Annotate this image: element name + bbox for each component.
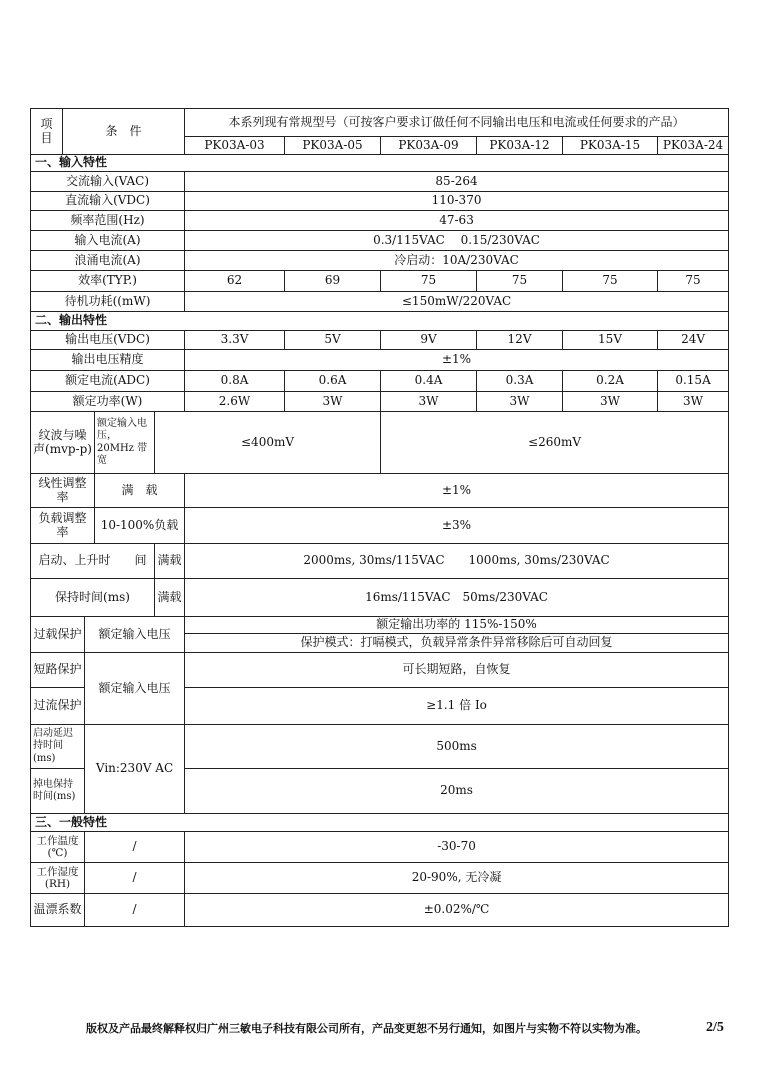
freq-value: 47-63 (185, 211, 729, 231)
rise-time-label: 启动、上升时 间 (31, 544, 155, 579)
power-off-hold-value: 20ms (185, 769, 729, 814)
ripple-value-high: ≤260mV (381, 412, 729, 474)
start-delay-label: 启动延迟持时间(ms) (31, 725, 85, 769)
efficiency-label: 效率(TYP.) (31, 271, 185, 292)
load-reg-value: ±3% (185, 508, 729, 544)
vout-4: 15V (563, 331, 658, 350)
pout-3: 3W (477, 392, 563, 412)
input-current-value: 0.3/115VAC 0.15/230VAC (185, 231, 729, 251)
hold-time-label: 保持时间(ms) (31, 579, 155, 617)
iout-5: 0.15A (658, 371, 729, 392)
line-reg-condition: 满 载 (95, 474, 185, 508)
header-condition: 条 件 (63, 109, 185, 155)
dc-input-value: 110-370 (185, 192, 729, 211)
iout-1: 0.6A (285, 371, 381, 392)
vout-5: 24V (658, 331, 729, 350)
series-note: 本系列现有常规型号（可按客户要求订做任何不同输出电压和电流或任何要求的产品） (185, 109, 729, 137)
olp-condition: 额定输入电压 (85, 617, 185, 653)
model-4: PK03A-15 (563, 137, 658, 155)
iout-label: 额定电流(ADC) (31, 371, 185, 392)
section-input-title: 一、输入特性 (31, 155, 729, 172)
iout-0: 0.8A (185, 371, 285, 392)
spec-table (30, 108, 729, 927)
protection-condition: 额定输入电压 (85, 653, 185, 725)
olp-value-ratio: 额定输出功率的 115%-150% (185, 617, 729, 634)
start-delay-value: 500ms (185, 725, 729, 769)
humidity-condition: / (85, 863, 185, 894)
humidity-label: 工作湿度(RH) (31, 863, 85, 894)
section-output-title: 二、输出特性 (31, 312, 729, 331)
pout-label: 额定功率(W) (31, 392, 185, 412)
load-reg-condition: 10-100%负载 (95, 508, 185, 544)
pout-1: 3W (285, 392, 381, 412)
humidity-value: 20-90%, 无冷凝 (185, 863, 729, 894)
efficiency-4: 75 (563, 271, 658, 292)
scp-value: 可长期短路，自恢复 (185, 653, 729, 688)
iout-3: 0.3A (477, 371, 563, 392)
vout-label: 输出电压(VDC) (31, 331, 185, 350)
ripple-label: 纹波与噪声(mvp-p) (31, 412, 95, 474)
model-5: PK03A-24 (658, 137, 729, 155)
surge-label: 浪涌电流(A) (31, 251, 185, 271)
model-2: PK03A-09 (381, 137, 477, 155)
hold-time-condition: 满载 (155, 579, 185, 617)
footer-notice: 版权及产品最终解释权归广州三敏电子科技有限公司所有，产品变更恕不另行通知，如图片与实物不符以实物为准。 (86, 1022, 647, 1035)
model-3: PK03A-12 (477, 137, 563, 155)
ripple-value-low: ≤400mV (155, 412, 381, 474)
olp-value-mode: 保护模式：打嗝模式，负载异常条件异常移除后可自动回复 (185, 634, 729, 653)
ripple-condition: 额定输入电压，20MHz 带宽 (95, 412, 155, 474)
vout-0: 3.3V (185, 331, 285, 350)
ocp-value: ≥1.1 倍 Io (185, 688, 729, 725)
ocp-label: 过流保护 (31, 688, 85, 725)
drift-label: 温漂系数 (31, 894, 85, 927)
rise-time-condition: 满载 (155, 544, 185, 579)
standby-value: ≤150mW/220VAC (185, 292, 729, 312)
efficiency-1: 69 (285, 271, 381, 292)
header-item: 项 目 (31, 109, 63, 155)
olp-label: 过载保护 (31, 617, 85, 653)
ac-input-label: 交流输入(VAC) (31, 172, 185, 192)
dc-input-label: 直流输入(VDC) (31, 192, 185, 211)
scp-label: 短路保护 (31, 653, 85, 688)
pout-2: 3W (381, 392, 477, 412)
accuracy-label: 输出电压精度 (31, 350, 185, 371)
pout-0: 2.6W (185, 392, 285, 412)
freq-label: 频率范围(Hz) (31, 211, 185, 231)
efficiency-5: 75 (658, 271, 729, 292)
pout-4: 3W (563, 392, 658, 412)
temp-condition: / (85, 832, 185, 863)
temp-label: 工作温度(℃) (31, 832, 85, 863)
line-reg-value: ±1% (185, 474, 729, 508)
iout-4: 0.2A (563, 371, 658, 392)
surge-value: 冷启动：10A/230VAC (185, 251, 729, 271)
pout-5: 3W (658, 392, 729, 412)
iout-2: 0.4A (381, 371, 477, 392)
vout-3: 12V (477, 331, 563, 350)
drift-condition: / (85, 894, 185, 927)
accuracy-value: ±1% (185, 350, 729, 371)
page-number: 2/5 (706, 1020, 724, 1035)
model-1: PK03A-05 (285, 137, 381, 155)
power-off-hold-label: 掉电保持时间(ms) (31, 769, 85, 814)
hold-time-value: 16ms/115VAC 50ms/230VAC (185, 579, 729, 617)
model-0: PK03A-03 (185, 137, 285, 155)
temp-value: -30-70 (185, 832, 729, 863)
standby-label: 待机功耗((mW) (31, 292, 185, 312)
efficiency-2: 75 (381, 271, 477, 292)
efficiency-3: 75 (477, 271, 563, 292)
ac-input-value: 85-264 (185, 172, 729, 192)
vout-2: 9V (381, 331, 477, 350)
line-reg-label: 线性调整 率 (31, 474, 95, 508)
section-general-title: 三、一般特性 (31, 814, 729, 832)
input-current-label: 输入电流(A) (31, 231, 185, 251)
vout-1: 5V (285, 331, 381, 350)
drift-value: ±0.02%/℃ (185, 894, 729, 927)
rise-time-value: 2000ms, 30ms/115VAC 1000ms, 30ms/230VAC (185, 544, 729, 579)
load-reg-label: 负载调整 率 (31, 508, 95, 544)
vin-condition: Vin:230V AC (85, 725, 185, 814)
efficiency-0: 62 (185, 271, 285, 292)
